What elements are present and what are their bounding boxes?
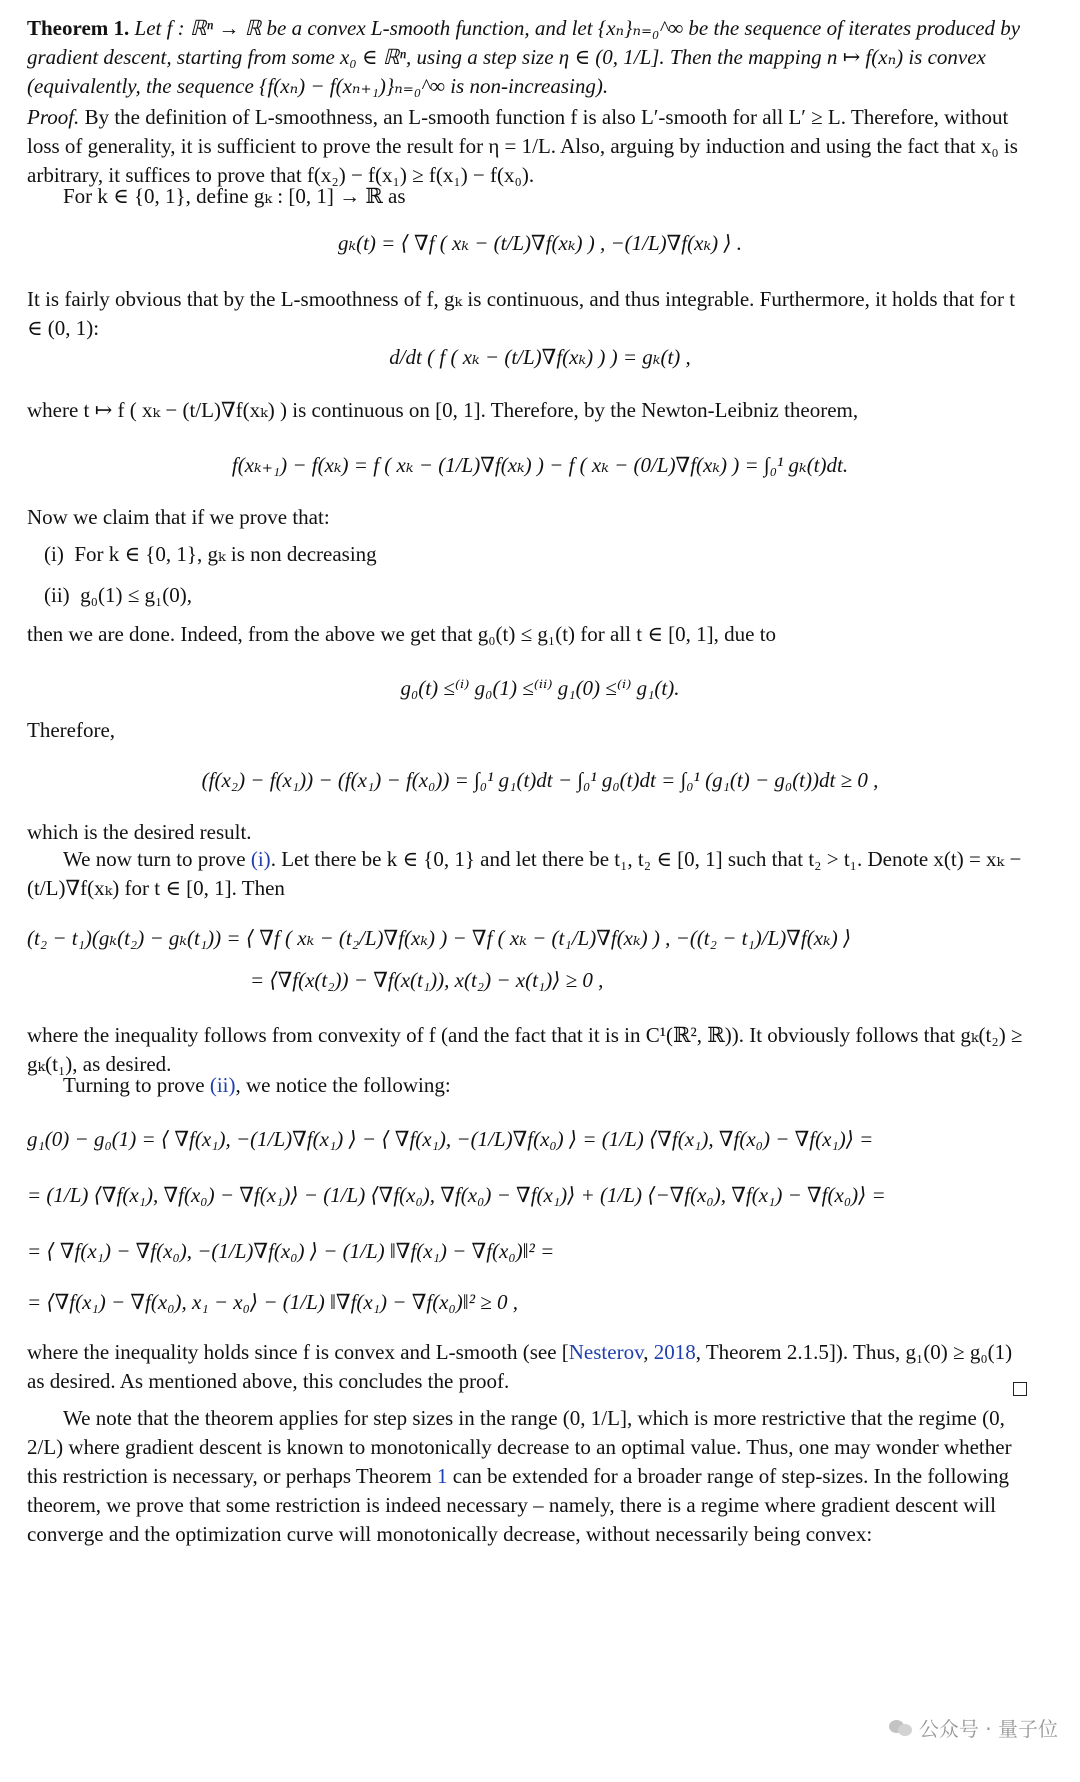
ref-link-i[interactable]: (i) bbox=[250, 847, 271, 871]
theorem-statement bbox=[27, 14, 1027, 101]
equation-monotonicity-line-1: (t₂ − t₁)(gₖ(t₂) − gₖ(t₁)) = ⟨ ∇f ( xₖ − (t₂/L)∇f(xₖ) ) − ∇f ( xₖ − (t₁/L)∇f(xₖ) ) , −((t₂ − t₁)/L)∇f(xₖ) ⟩ bbox=[27, 926, 852, 950]
proof-paragraph-11 bbox=[27, 1071, 1027, 1100]
proof-paragraph-4: where t ↦ f ( xₖ − (t/L)∇f(xₖ) ) is continuous on [0, 1]. Therefore, by the Newton-Leibniz theorem, bbox=[27, 398, 859, 422]
theorem-text: Let f : ℝⁿ → ℝ be a convex L-smooth function, and let {xₙ}ₙ₌₀^∞ be the sequence of iterates produced by gradient descent, starting from some x₀ ∈ ℝⁿ, using a step size η ∈ (0, 1/L]. Then the mapping n ↦ f(xₙ) is convex (equivalently, the sequence {f(xₙ) − f(xₙ₊₁)}ₙ₌₀^∞ is non-increasing). bbox=[27, 16, 1021, 98]
equation-g-difference-line-4: = ⟨∇f(x₁) − ∇f(x₀), x₁ − x₀⟩ − (1/L) ‖∇f(x₁) − ∇f(x₀)‖² ≥ 0 , bbox=[27, 1290, 519, 1314]
proof-text-11a: Turning to prove bbox=[63, 1073, 210, 1097]
equation-g-difference-line-3: = ⟨ ∇f(x₁) − ∇f(x₀), −(1/L)∇f(x₀) ⟩ − (1/L) ‖∇f(x₁) − ∇f(x₀)‖² = bbox=[27, 1239, 555, 1263]
claim-item-i-text: For k ∈ {0, 1}, gₖ is non decreasing bbox=[74, 542, 377, 566]
proof-paragraph-10: where the inequality follows from convexity of f (and the fact that it is in C¹(ℝ², ℝ)). It obviously follows that gₖ(t₂) ≥ gₖ(t₁), as desired. bbox=[27, 1023, 1023, 1076]
citation-link-nesterov[interactable]: Nesterov bbox=[568, 1340, 644, 1364]
claim-item-ii bbox=[44, 581, 192, 610]
claim-item-i-label: (i) bbox=[44, 542, 64, 566]
equation-derivative: d/dt ( f ( xₖ − (t/L)∇f(xₖ) ) ) = gₖ(t) , bbox=[389, 345, 691, 369]
equation-integral-difference: (f(x₂) − f(x₁)) − (f(x₁) − f(x₀)) = ∫₀¹ g₁(t)dt − ∫₀¹ g₀(t)dt = ∫₀¹ (g₁(t) − g₀(t))dt ≥ 0 , bbox=[201, 768, 879, 792]
equation-gk-definition: gₖ(t) = ⟨ ∇f ( xₖ − (t/L)∇f(xₖ) ) , −(1/L)∇f(xₖ) ⟩ . bbox=[337, 231, 743, 255]
qed-symbol bbox=[1013, 1382, 1027, 1396]
proof-paragraph-3: It is fairly obvious that by the L-smoothness of f, gₖ is continuous, and thus integrable. Furthermore, it holds that for t ∈ (0, 1): bbox=[27, 287, 1016, 340]
proof-paragraph-8: which is the desired result. bbox=[27, 820, 252, 844]
proof-paragraph-12 bbox=[27, 1338, 1027, 1396]
closing-text-a: We note that the theorem applies for step sizes in the range (0, 1/L], which is more restrictive that the regime (0, 2/L) where gradient descent is known to monotonically decrease to an optimal value. Thus, one may wonder whether this restriction is necessary, or perhaps Theorem bbox=[27, 1406, 1012, 1488]
proof-paragraph-5: Now we claim that if we prove that: bbox=[27, 505, 330, 529]
claim-item-ii-label: (ii) bbox=[44, 583, 70, 607]
proof-paragraph-1 bbox=[27, 103, 1027, 190]
equation-newton-leibniz: f(xₖ₊₁) − f(xₖ) = f ( xₖ − (1/L)∇f(xₖ) ) − f ( xₖ − (0/L)∇f(xₖ) ) = ∫₀¹ gₖ(t)dt. bbox=[231, 453, 849, 477]
proof-label: Proof. bbox=[27, 105, 80, 129]
proof-text-12c: , Theorem 2.1.5]). Thus, g₁(0) ≥ g₀(1) as desired. As mentioned above, this concludes the proof. bbox=[27, 1340, 1013, 1393]
citation-link-year[interactable]: 2018 bbox=[653, 1340, 696, 1364]
proof-text-1: By the definition of L-smoothness, an L-smooth function f is also L′-smooth for all L′ ≥ L. Therefore, without loss of generality, it is sufficient to prove the result for η = 1/L. Also, arguing by induction and using the fact that x₀ is arbitrary, it suffices to prove that f(x₂) − f(x₁) ≥ f(x₁) − f(x₀). bbox=[27, 105, 1018, 187]
watermark bbox=[889, 1713, 1058, 1742]
proof-paragraph-9 bbox=[27, 845, 1027, 903]
proof-text-11b: , we notice the following: bbox=[235, 1073, 451, 1097]
ref-link-ii[interactable]: (ii) bbox=[209, 1073, 236, 1097]
proof-text-9a: We now turn to prove bbox=[63, 847, 251, 871]
claim-item-ii-text: g₀(1) ≤ g₁(0), bbox=[80, 583, 193, 607]
equation-chain-inequality: g₀(t) ≤⁽ⁱ⁾ g₀(1) ≤⁽ⁱⁱ⁾ g₁(0) ≤⁽ⁱ⁾ g₁(t). bbox=[400, 676, 680, 700]
proof-text-12b: , bbox=[643, 1340, 654, 1364]
equation-monotonicity-line-2: = ⟨∇f(x(t₂)) − ∇f(x(t₁)), x(t₂) − x(t₁)⟩ ≥ 0 , bbox=[250, 968, 604, 992]
equation-g-difference-line-1: g₁(0) − g₀(1) = ⟨ ∇f(x₁), −(1/L)∇f(x₁) ⟩ − ⟨ ∇f(x₁), −(1/L)∇f(x₀) ⟩ = (1/L) ⟨∇f(x₁), ∇f(x₀) − ∇f(x₁)⟩ = bbox=[27, 1127, 874, 1151]
proof-paragraph-2: For k ∈ {0, 1}, define gₖ : [0, 1] → ℝ as bbox=[63, 184, 406, 208]
theorem-ref-link[interactable]: 1 bbox=[436, 1464, 448, 1488]
proof-paragraph-7: Therefore, bbox=[27, 718, 116, 742]
proof-text-9b: . Let there be k ∈ {0, 1} and let there be t₁, t₂ ∈ [0, 1] such that t₂ > t₁. Denote x(t) = xₖ − (t/L)∇f(xₖ) for t ∈ [0, 1]. Then bbox=[27, 847, 1022, 900]
wechat-icon bbox=[889, 1718, 913, 1738]
closing-paragraph bbox=[27, 1404, 1027, 1549]
claim-item-i bbox=[44, 540, 377, 569]
theorem-label: Theorem 1. bbox=[27, 16, 130, 40]
watermark-text: 公众号 · 量子位 bbox=[918, 1717, 1058, 1741]
proof-text-12a: where the inequality holds since f is convex and L-smooth (see [ bbox=[27, 1340, 569, 1364]
equation-g-difference-line-2: = (1/L) ⟨∇f(x₁), ∇f(x₀) − ∇f(x₁)⟩ − (1/L) ⟨∇f(x₀), ∇f(x₀) − ∇f(x₁)⟩ + (1/L) ⟨−∇f(x₀), ∇f(x₁) − ∇f(x₀)⟩ = bbox=[27, 1183, 886, 1207]
proof-paragraph-6: then we are done. Indeed, from the above we get that g₀(t) ≤ g₁(t) for all t ∈ [0, 1], due to bbox=[27, 622, 777, 646]
closing-text-b: can be extended for a broader range of step-sizes. In the following theorem, we prove that some restriction is indeed necessary – namely, there is a regime where gradient descent will converge and the optimization curve will monotonically decrease, without necessarily being convex: bbox=[27, 1464, 1009, 1546]
